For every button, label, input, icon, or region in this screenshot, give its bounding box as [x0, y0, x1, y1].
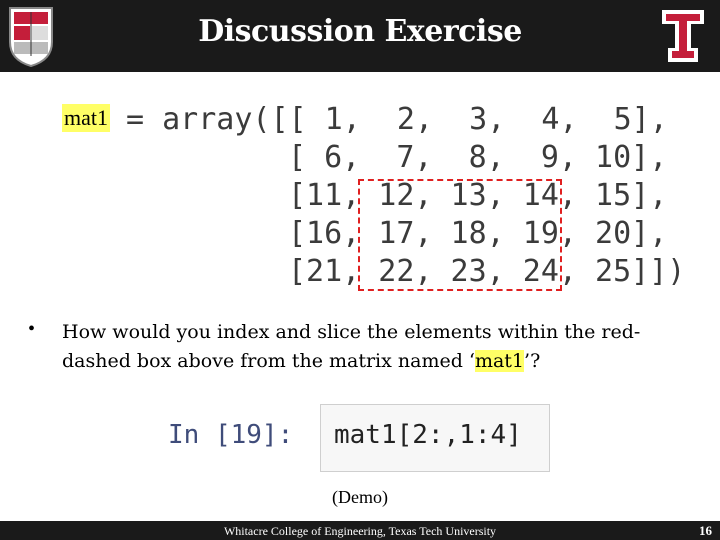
header-bar	[0, 0, 720, 72]
question-text	[62, 318, 702, 376]
matrix-line-1: = array([[ 1, 2, 3, 4, 5],	[126, 102, 668, 137]
red-dashed-selection-box	[358, 179, 562, 291]
matrix-line-5: [21, 22, 23, 24, 25]])	[288, 254, 686, 289]
matrix-line-4: [16, 17, 18, 19, 20],	[288, 216, 668, 251]
matrix-line-2: [ 6, 7, 8, 9, 10],	[288, 140, 668, 175]
question-highlight: mat1	[474, 350, 525, 372]
bullet-point: •	[28, 318, 36, 340]
demo-label: (Demo)	[332, 487, 388, 507]
texas-tech-double-t-icon	[660, 8, 706, 64]
slide-title: Discussion Exercise	[198, 14, 522, 49]
input-prompt: In [19]:	[168, 420, 294, 450]
page-number: 16	[699, 523, 712, 538]
matrix-line-3: [11, 12, 13, 14, 15],	[288, 178, 668, 213]
footer-bar	[0, 521, 720, 540]
question-text-part-2: ’?	[524, 350, 541, 372]
question-text-part-1: How would you index and slice the elements within the red-dashed box above from the matrix named ‘	[62, 321, 641, 372]
code-input-text[interactable]: mat1[2:,1:4]	[334, 420, 522, 450]
footer-text: Whitacre College of Engineering, Texas Tech University	[223, 524, 497, 538]
matrix-variable-label: mat1	[64, 105, 108, 130]
